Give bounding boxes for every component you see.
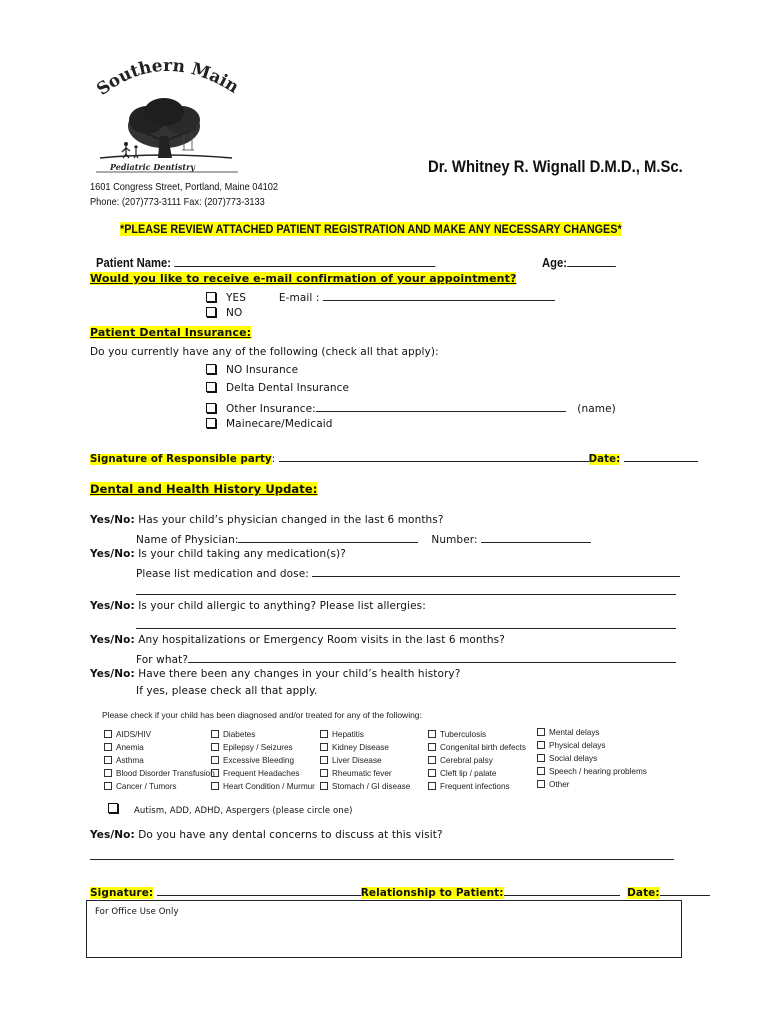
condition-item[interactable] bbox=[320, 743, 410, 756]
practice-logo bbox=[92, 48, 242, 178]
dental-concerns-field[interactable] bbox=[90, 859, 674, 860]
condition-label: Stomach / GI disease bbox=[332, 782, 411, 791]
condition-label: Cleft lip / palate bbox=[440, 769, 497, 778]
condition-checkbox[interactable] bbox=[428, 730, 436, 738]
condition-item[interactable] bbox=[211, 756, 315, 769]
history-q1-details bbox=[136, 531, 591, 546]
patient-name-field[interactable] bbox=[174, 255, 435, 267]
condition-checkbox[interactable] bbox=[104, 782, 112, 790]
history-q3 bbox=[90, 600, 426, 612]
condition-checkbox[interactable] bbox=[537, 741, 545, 749]
insurance-option-none bbox=[206, 364, 298, 376]
condition-checkbox[interactable] bbox=[211, 782, 219, 790]
medication-field-line-2[interactable] bbox=[136, 594, 676, 595]
dental-concerns-text: Do you have any dental concerns to discuss at this visit? bbox=[138, 829, 443, 841]
insurance-option-mainecare bbox=[206, 418, 333, 430]
condition-checkbox[interactable] bbox=[320, 743, 328, 751]
condition-item[interactable] bbox=[428, 730, 526, 743]
condition-item[interactable] bbox=[211, 782, 315, 795]
condition-item[interactable] bbox=[320, 769, 410, 782]
conditions-col-4 bbox=[428, 730, 526, 795]
allergies-field[interactable] bbox=[136, 628, 676, 629]
condition-label: Frequent infections bbox=[440, 782, 510, 791]
condition-item[interactable] bbox=[428, 782, 526, 795]
q1-yesno-label[interactable]: Yes/No: bbox=[90, 514, 135, 526]
condition-label: Anemia bbox=[116, 743, 144, 752]
review-banner bbox=[120, 222, 622, 236]
dental-concerns-question bbox=[90, 829, 443, 841]
condition-label: AIDS/HIV bbox=[116, 730, 152, 739]
history-heading: Dental and Health History Update: bbox=[90, 482, 318, 496]
condition-checkbox[interactable] bbox=[320, 769, 328, 777]
condition-checkbox[interactable] bbox=[537, 728, 545, 736]
condition-checkbox[interactable] bbox=[320, 782, 328, 790]
condition-checkbox[interactable] bbox=[320, 730, 328, 738]
email-field[interactable] bbox=[323, 289, 555, 301]
q5-text: Have there been any changes in your child’s health history? bbox=[138, 668, 461, 680]
condition-checkbox[interactable] bbox=[104, 730, 112, 738]
hospitalization-reason-label: For what? bbox=[136, 654, 189, 666]
condition-item[interactable] bbox=[104, 730, 215, 743]
condition-label: Heart Condition / Murmur bbox=[223, 782, 315, 791]
condition-checkbox[interactable] bbox=[104, 756, 112, 764]
address: 1601 Congress Street, Portland, Maine 04102 bbox=[90, 181, 279, 193]
condition-checkbox[interactable] bbox=[211, 769, 219, 777]
history-q4 bbox=[90, 634, 505, 646]
condition-item[interactable] bbox=[428, 743, 526, 756]
email-no-label: NO bbox=[226, 307, 243, 319]
office-use-label: For Office Use Only bbox=[95, 907, 179, 917]
conditions-col-3 bbox=[320, 730, 410, 795]
patient-name-label: Patient Name: bbox=[96, 256, 172, 270]
relationship-label: Relationship to Patient: bbox=[360, 887, 504, 899]
condition-checkbox[interactable] bbox=[104, 743, 112, 751]
physician-number-field[interactable] bbox=[481, 531, 591, 543]
email-yes-label: YES bbox=[226, 292, 247, 304]
email-no-row bbox=[206, 307, 242, 319]
responsible-date-label: Date: bbox=[588, 454, 621, 465]
logo-arc-text: Southern Main bbox=[93, 55, 242, 100]
q5-yesno-label[interactable]: Yes/No: bbox=[90, 668, 135, 680]
condition-label: Speech / hearing problems bbox=[549, 767, 647, 776]
email-yes-checkbox[interactable] bbox=[206, 292, 216, 302]
q4-yesno-label[interactable]: Yes/No: bbox=[90, 634, 135, 646]
history-q5-details: If yes, please check all that apply. bbox=[136, 685, 318, 697]
patient-name-row bbox=[96, 255, 435, 270]
conditions-col-1 bbox=[104, 730, 215, 795]
insurance-option-other bbox=[206, 400, 616, 415]
insurance-other-field[interactable] bbox=[316, 400, 566, 412]
condition-label: Other bbox=[549, 780, 570, 789]
condition-label: Physical delays bbox=[549, 741, 606, 750]
relationship-field[interactable] bbox=[504, 884, 620, 896]
condition-label: Diabetes bbox=[223, 730, 256, 739]
condition-item[interactable] bbox=[428, 769, 526, 782]
insurance-other-checkbox[interactable] bbox=[206, 403, 216, 413]
condition-item[interactable] bbox=[537, 754, 647, 767]
q2-yesno-label[interactable]: Yes/No: bbox=[90, 548, 135, 560]
condition-item[interactable] bbox=[320, 782, 410, 795]
physician-name-label: Name of Physician: bbox=[136, 534, 239, 546]
review-banner-text: *PLEASE REVIEW ATTACHED PATIENT REGISTRATION AND MAKE ANY NECESSARY CHANGES* bbox=[120, 222, 622, 236]
email-label: E-mail : bbox=[278, 292, 320, 304]
hospitalization-reason-field[interactable] bbox=[188, 651, 676, 663]
condition-checkbox[interactable] bbox=[428, 756, 436, 764]
condition-item[interactable] bbox=[211, 743, 315, 756]
patient-age-field[interactable] bbox=[567, 255, 616, 267]
medication-label: Please list medication and dose: bbox=[136, 568, 309, 580]
condition-label: Frequent Headaches bbox=[223, 769, 300, 778]
insurance-delta-label: Delta Dental Insurance bbox=[226, 382, 350, 394]
condition-checkbox[interactable] bbox=[537, 754, 545, 762]
condition-label: Liver Disease bbox=[332, 756, 382, 765]
tree-logo-icon bbox=[92, 48, 242, 178]
condition-label: Congenital birth defects bbox=[440, 743, 527, 752]
conditions-col-2 bbox=[211, 730, 315, 795]
condition-label: Kidney Disease bbox=[332, 743, 389, 752]
condition-checkbox[interactable] bbox=[428, 769, 436, 777]
autism-label: Autism, ADD, ADHD, Aspergers (please circle one) bbox=[134, 806, 353, 816]
insurance-name-hint: (name) bbox=[577, 403, 616, 415]
final-date-label: Date: bbox=[627, 887, 660, 899]
condition-checkbox[interactable] bbox=[211, 756, 219, 764]
conditions-col-5 bbox=[537, 728, 647, 793]
q3-yesno-label[interactable]: Yes/No: bbox=[90, 600, 135, 612]
condition-label: Hepatitis bbox=[332, 730, 364, 739]
q3-text: Is your child allergic to anything? Please list allergies: bbox=[138, 600, 426, 612]
office-use-box bbox=[86, 900, 682, 958]
condition-label: Rheumatic fever bbox=[332, 769, 392, 778]
history-q2-details bbox=[136, 565, 680, 580]
responsible-signature-label: Signature of Responsible party bbox=[90, 454, 272, 465]
history-q4-details bbox=[136, 651, 676, 666]
history-q1 bbox=[90, 514, 444, 526]
condition-checkbox[interactable] bbox=[320, 756, 328, 764]
condition-label: Cancer / Tumors bbox=[116, 782, 177, 791]
condition-item[interactable] bbox=[320, 730, 410, 743]
insurance-other-label: Other Insurance: bbox=[226, 403, 316, 415]
insurance-question: Do you currently have any of the following (check all that apply): bbox=[90, 346, 439, 358]
doctor-name: Dr. Whitney R. Wignall D.M.D., M.Sc. bbox=[428, 158, 683, 176]
final-date-field[interactable] bbox=[660, 884, 710, 896]
condition-item[interactable] bbox=[537, 728, 647, 741]
condition-item[interactable] bbox=[104, 743, 215, 756]
insurance-mainecare-label: Mainecare/Medicaid bbox=[226, 418, 333, 430]
condition-checkbox[interactable] bbox=[428, 743, 436, 751]
final-signature-row bbox=[90, 884, 710, 899]
condition-label: Cerebral palsy bbox=[440, 756, 493, 765]
history-q5 bbox=[90, 668, 460, 680]
condition-label: Mental delays bbox=[549, 728, 600, 737]
condition-label: Social delays bbox=[549, 754, 598, 763]
condition-item[interactable] bbox=[104, 782, 215, 795]
condition-checkbox[interactable] bbox=[537, 767, 545, 775]
condition-checkbox[interactable] bbox=[211, 730, 219, 738]
physician-name-field[interactable] bbox=[238, 531, 418, 543]
condition-item[interactable] bbox=[537, 767, 647, 780]
q2-text: Is your child taking any medication(s)? bbox=[138, 548, 346, 560]
phone-fax: Phone: (207)773-3111 Fax: (207)773-3133 bbox=[90, 196, 265, 208]
patient-age-row bbox=[542, 255, 616, 270]
insurance-none-label: NO Insurance bbox=[226, 364, 299, 376]
responsible-date-field[interactable] bbox=[624, 450, 698, 462]
q4-text: Any hospitalizations or Emergency Room visits in the last 6 months? bbox=[138, 634, 505, 646]
medication-field[interactable] bbox=[312, 565, 680, 577]
condition-label: Asthma bbox=[116, 756, 144, 765]
insurance-delta-checkbox[interactable] bbox=[206, 382, 216, 392]
history-q2 bbox=[90, 548, 346, 560]
condition-item[interactable] bbox=[211, 730, 315, 743]
condition-label: Epilepsy / Seizures bbox=[223, 743, 293, 752]
condition-label: Tuberculosis bbox=[440, 730, 487, 739]
condition-checkbox[interactable] bbox=[104, 769, 112, 777]
autism-row bbox=[108, 800, 353, 818]
dental-concerns-yesno-label[interactable]: Yes/No: bbox=[90, 829, 135, 841]
q1-text: Has your child’s physician changed in the last 6 months? bbox=[138, 514, 444, 526]
signature-label: Signature: bbox=[90, 887, 154, 899]
condition-item[interactable] bbox=[537, 780, 647, 793]
conditions-intro: Please check if your child has been diagnosed and/or treated for any of the following: bbox=[102, 710, 422, 720]
condition-item[interactable] bbox=[104, 756, 215, 769]
signature-field[interactable] bbox=[157, 884, 361, 896]
condition-item[interactable] bbox=[211, 769, 315, 782]
condition-item[interactable] bbox=[104, 769, 215, 782]
insurance-none-checkbox[interactable] bbox=[206, 364, 216, 374]
insurance-heading: Patient Dental Insurance: bbox=[90, 326, 252, 339]
logo-sub-text: Pediatric Dentistry bbox=[110, 162, 195, 172]
condition-checkbox[interactable] bbox=[211, 743, 219, 751]
email-question: Would you like to receive e-mail confirmation of your appointment? bbox=[90, 272, 517, 285]
condition-label: Excessive Bleeding bbox=[223, 756, 294, 765]
patient-age-label: Age: bbox=[542, 256, 568, 270]
condition-item[interactable] bbox=[320, 756, 410, 769]
physician-number-label: Number: bbox=[431, 534, 478, 546]
condition-item[interactable] bbox=[537, 741, 647, 754]
insurance-mainecare-checkbox[interactable] bbox=[206, 418, 216, 428]
email-no-checkbox[interactable] bbox=[206, 307, 216, 317]
condition-label: Blood Disorder Transfusion bbox=[116, 769, 215, 778]
responsible-signature-row: Signature of Responsible party: Date: bbox=[90, 450, 698, 465]
email-yes-row bbox=[206, 289, 555, 304]
condition-checkbox[interactable] bbox=[428, 782, 436, 790]
responsible-signature-field[interactable] bbox=[279, 450, 589, 462]
condition-checkbox[interactable] bbox=[537, 780, 545, 788]
insurance-option-delta bbox=[206, 382, 349, 394]
autism-checkbox[interactable] bbox=[108, 803, 118, 813]
condition-item[interactable] bbox=[428, 756, 526, 769]
